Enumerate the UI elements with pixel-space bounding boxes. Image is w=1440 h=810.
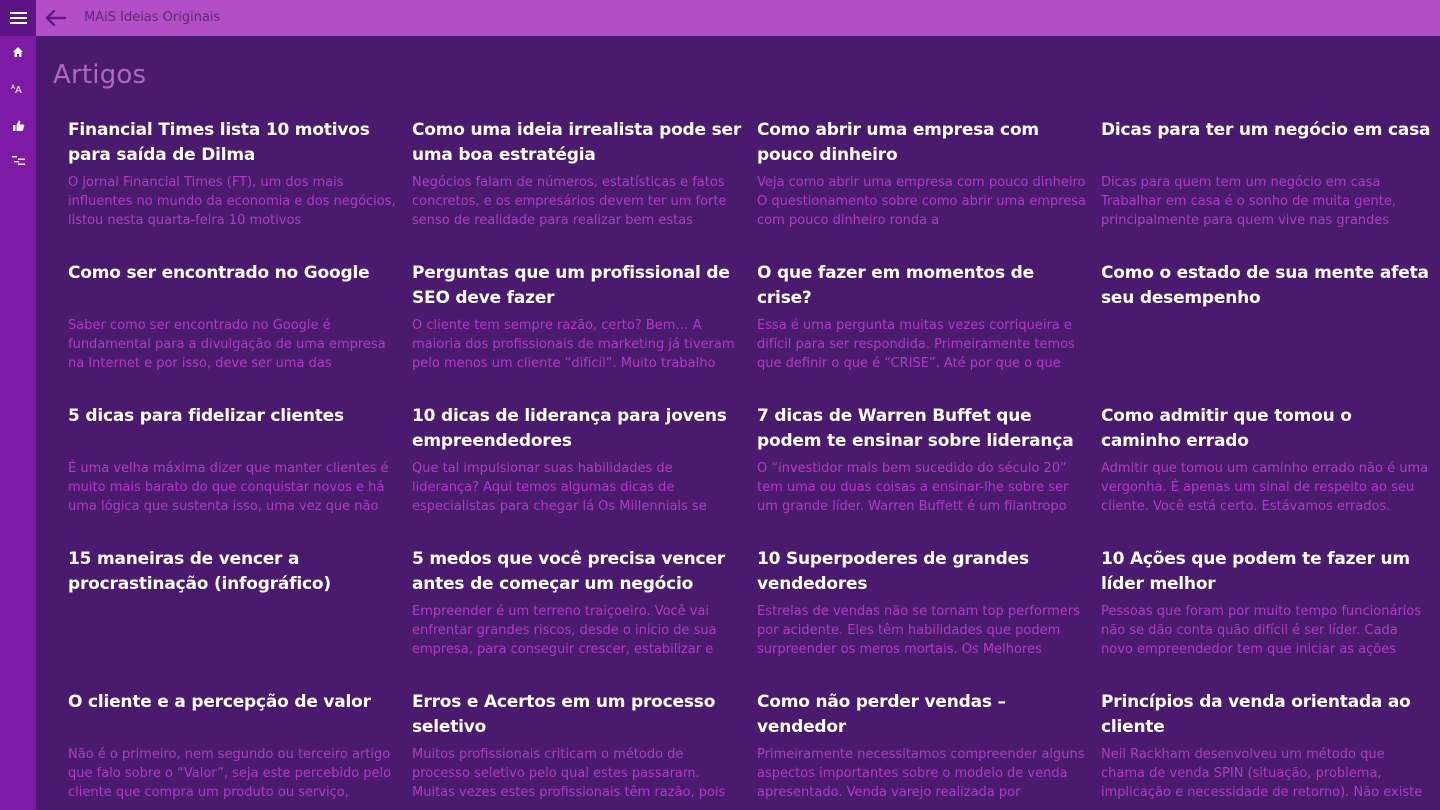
article-title: Perguntas que um profissional de SEO deve fazer — [412, 263, 730, 308]
article-card[interactable] — [412, 118, 742, 258]
article-title: O cliente e a percepção de valor — [68, 692, 371, 712]
article-title: Princípios da venda orientada ao cliente — [1101, 692, 1411, 737]
article-card[interactable] — [1101, 547, 1431, 687]
list-filter-icon[interactable] — [0, 144, 36, 176]
article-excerpt: O cliente tem sempre razão, certo? Bem… A maioria dos profissionais de marketing já tiveram pelo menos um cliente “difícil”. Muito trabalho — [412, 318, 735, 371]
article-card[interactable] — [757, 547, 1087, 687]
article-title: 10 Superpoderes de grandes vendedores — [757, 549, 1029, 594]
article-card[interactable] — [412, 404, 742, 544]
article-title: Como não perder vendas – vendedor — [757, 692, 1006, 737]
article-excerpt: O “investidor mais bem sucedido do século 20” tem uma ou duas coisas a ensinar-lhe sobre ser um grande líder. Warren Buffett é um filantropo — [757, 461, 1069, 514]
article-title: 5 dicas para fidelizar clientes — [68, 406, 344, 426]
article-card[interactable] — [68, 690, 398, 810]
article-excerpt: Veja como abrir uma empresa com pouco dinheiro O questionamento sobre como abrir uma empresa com pouco dinheiro ronda a — [757, 175, 1086, 228]
article-card[interactable] — [757, 404, 1087, 544]
article-card[interactable] — [68, 118, 398, 258]
article-excerpt: Dicas para quem tem um negócio em casa Trabalhar em casa é o sonho de muita gente, principalmente para quem vive nas grandes — [1101, 175, 1396, 228]
article-excerpt: Pessoas que foram por muito tempo funcionários não se dão conta quão difícil é ser líder. Cada novo empreendedor tem que iniciar as ações — [1101, 604, 1422, 657]
article-title: Como o estado de sua mente afeta seu desempenho — [1101, 263, 1429, 308]
article-excerpt: Estrelas de vendas não se tornam top performers por acidente. Eles têm habilidades que podem surpreender os meros mortais. Os Melhores — [757, 604, 1080, 657]
article-title: Dicas para ter um negócio em casa — [1101, 120, 1431, 140]
article-card[interactable] — [412, 690, 742, 810]
article-card[interactable] — [68, 261, 398, 401]
article-card[interactable] — [412, 261, 742, 401]
article-excerpt: Essa é uma pergunta muitas vezes corriqueira e difícil para ser respondida. Primeiramente temos que definir o que é “CRISE”. Até por que o que — [757, 318, 1075, 371]
article-card[interactable] — [1101, 118, 1431, 258]
article-card[interactable] — [1101, 261, 1431, 401]
article-excerpt: O jornal Financial Times (FT), um dos mais influentes no mundo da economia e dos negócios, listou nesta quarta-feira 10 motivos — [68, 175, 396, 228]
article-card[interactable] — [68, 547, 398, 687]
article-title: 7 dicas de Warren Buffet que podem te ensinar sobre liderança — [757, 406, 1074, 451]
article-title: Financial Times lista 10 motivos para saída de Dilma — [68, 120, 370, 165]
article-title: 15 maneiras de vencer a procrastinação (infográfico) — [68, 549, 331, 594]
article-excerpt — [68, 602, 398, 659]
article-excerpt: Muitos profissionais criticam o método de processo seletivo pelo qual estes passaram. Muitas vezes estes profissionais têm razão, pois — [412, 747, 726, 800]
article-card[interactable] — [757, 118, 1087, 258]
section-title: Artigos — [53, 60, 147, 90]
article-excerpt: Empreender é um terreno traiçoeiro. Você vai enfrentar grandes riscos, desde o início de sua empresa, para conseguir crescer, estabilizar e — [412, 604, 717, 657]
article-title: O que fazer em momentos de crise? — [757, 263, 1034, 308]
article-excerpt: Neil Rackham desenvolveu um método que chama de venda SPIN (situação, problema, implicação e necessidade de retorno). Não existe — [1101, 747, 1423, 800]
article-title: 10 dicas de liderança para jovens empreendedores — [412, 406, 727, 451]
article-excerpt: Que tal impulsionar suas habilidades de liderança? Aqui temos algumas dicas de especialistas para chegar lá Os Millennials se — [412, 461, 707, 514]
article-title: Como ser encontrado no Google — [68, 263, 370, 283]
hamburger-menu-icon[interactable] — [0, 0, 36, 36]
article-excerpt: Admitir que tomou um caminho errado não é uma vergonha. É apenas um sinal de respeito ao seu cliente. Você está certo. Estávamos errados. — [1101, 461, 1429, 514]
svg-text:A: A — [15, 85, 22, 94]
back-arrow-icon[interactable] — [42, 4, 70, 32]
article-excerpt — [1101, 316, 1431, 373]
article-card[interactable] — [1101, 690, 1431, 810]
sidebar — [0, 0, 36, 810]
article-title: Erros e Acertos em um processo seletivo — [412, 692, 716, 737]
article-title: Como admitir que tomou o caminho errado — [1101, 406, 1352, 451]
article-title: Como abrir uma empresa com pouco dinheiro — [757, 120, 1039, 165]
article-excerpt: Negócios falam de números, estatísticas e fatos concretos, e os empresários devem ter um forte senso de realidade para realizar bem estas — [412, 175, 727, 228]
articles-grid — [68, 118, 1440, 810]
article-card[interactable] — [757, 261, 1087, 401]
article-excerpt: É uma velha máxima dizer que manter clientes é muito mais barato do que conquistar novos e há uma lógica que sustenta isso, uma vez que não — [68, 461, 389, 514]
article-card[interactable] — [757, 690, 1087, 810]
article-card[interactable] — [412, 547, 742, 687]
article-title: 10 Ações que podem te fazer um líder melhor — [1101, 549, 1410, 594]
article-title: 5 medos que você precisa vencer antes de começar um negócio — [412, 549, 725, 594]
title-bar — [36, 0, 1440, 36]
app-title: MAiS Ideias Originais — [84, 10, 221, 25]
article-excerpt: Primeiramente necessitamos compreender alguns aspectos importantes sobre o modelo de venda apresentado. Venda varejo realizada por — [757, 747, 1085, 800]
home-icon[interactable] — [0, 36, 36, 68]
text-size-icon[interactable] — [0, 72, 36, 104]
article-excerpt: Não é o primeiro, nem segundo ou terceiro artigo que falo sobre o “Valor”, seja este percebido pelo cliente que compra um produto ou serviço, — [68, 747, 392, 800]
article-excerpt: Saber como ser encontrado no Google é fundamental para a divulgação de uma empresa na Internet e por isso, deve ser uma das — [68, 318, 386, 371]
article-card[interactable] — [68, 404, 398, 544]
article-card[interactable] — [1101, 404, 1431, 544]
article-title: Como uma ideia irrealista pode ser uma boa estratégia — [412, 120, 741, 165]
thumbs-up-icon[interactable] — [0, 109, 36, 141]
svg-text:A: A — [11, 84, 16, 91]
